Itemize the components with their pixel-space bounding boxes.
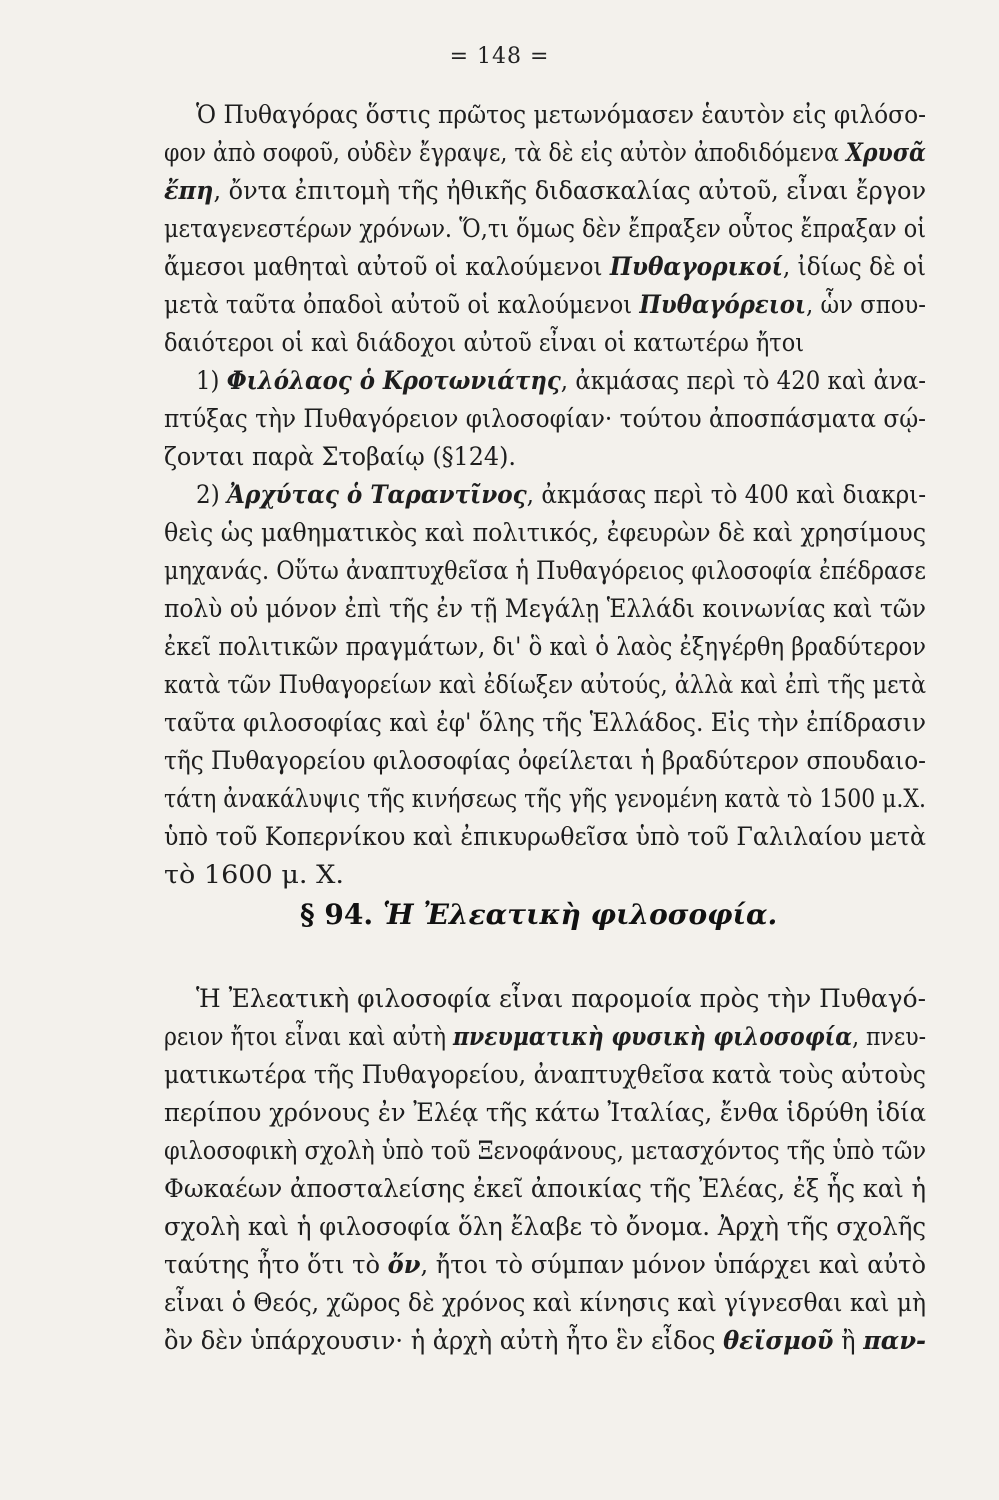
text-line: Φωκαέων ἀποσταλείσης ἐκεῖ ἀποικίας τῆς Ἐλέας, ἐξ ἧς καὶ ἡ <box>164 1174 926 1203</box>
text-line: περίπου χρόνους ἐν Ἐλέᾳ τῆς κάτω Ἰταλίας, ἔνθα ἱδρύθη ἰδία <box>164 1098 926 1127</box>
text-line: ὂν δὲν ὑπάρχουσιν· ἡ ἀρχὴ αὐτὴ ἦτο ἓν εἶδος θεϊσμοῦ ἢ παν- <box>164 1326 926 1355</box>
text-line: ἄμεσοι μαθηταὶ αὐτοῦ οἱ καλούμενοι Πυθαγορικοί, ἰδίως δὲ οἱ <box>164 252 926 281</box>
text-line: τὸ 1600 μ. Χ. <box>164 860 344 889</box>
text-line: ἐκεῖ πολιτικῶν πραγμάτων, δι' ὃ καὶ ὁ λαὸς ἐξηγέρθη βραδύτερον <box>164 632 926 661</box>
emphasis-text: Πυθαγόρειοι <box>639 290 806 319</box>
text-line: πτύξας τὴν Πυθαγόρειον φιλοσοφίαν· τούτου ἀποσπάσματα σῴ- <box>164 404 926 433</box>
text-line: μετὰ ταῦτα ὀπαδοὶ αὐτοῦ οἱ καλούμενοι Πυθαγόρειοι, ὧν σπου- <box>164 290 926 319</box>
text-line: ταῦτα φιλοσοφίας καὶ ἐφ' ὅλης τῆς Ἑλλάδος. Εἰς τὴν ἐπίδρασιν <box>164 708 926 737</box>
emphasis-text: Ἀρχύτας ὁ Ταραντῖνος <box>227 480 527 509</box>
text-line: σχολὴ καὶ ἡ φιλοσοφία ὅλη ἔλαβε τὸ ὄνομα. Ἀρχὴ τῆς σχολῆς <box>164 1212 926 1241</box>
emphasis-text: Χρυσᾶ <box>845 138 926 167</box>
page-number: = 148 = <box>449 44 550 69</box>
emphasis-text: ὄν <box>387 1250 421 1279</box>
section-number: § 94. <box>300 898 374 931</box>
emphasis-text: Πυθαγορικοί <box>609 252 783 281</box>
emphasis-text: ἔπη <box>164 176 214 205</box>
section-heading <box>300 898 777 931</box>
text-line: κατὰ τῶν Πυθαγορείων καὶ ἐδίωξεν αὐτούς, ἀλλὰ καὶ ἐπὶ τῆς μετὰ <box>164 670 926 699</box>
text-line: ματικωτέρα τῆς Πυθαγορείου, ἀναπτυχθεῖσα κατὰ τοὺς αὐτοὺς <box>164 1060 926 1089</box>
text-line: δαιότεροι οἱ καὶ διάδοχοι αὐτοῦ εἶναι οἱ κατωτέρω ἤτοι <box>164 328 804 357</box>
text-line: ἔπη, ὄντα ἐπιτομὴ τῆς ἠθικῆς διδασκαλίας αὐτοῦ, εἶναι ἔργον <box>164 176 926 205</box>
text-line: εἶναι ὁ Θεός, χῶρος δὲ χρόνος καὶ κίνησις καὶ γίγνεσθαι καὶ μὴ <box>164 1288 926 1317</box>
text-line: φον ἀπὸ σοφοῦ, οὐδὲν ἔγραψε, τὰ δὲ εἰς αὐτὸν ἀποδιδόμενα Χρυσᾶ <box>164 138 926 167</box>
emphasis-text: πνευματικὴ φυσικὴ φιλοσοφία <box>452 1022 853 1051</box>
text-line: φιλοσοφικὴ σχολὴ ὑπὸ τοῦ Ξενοφάνους, μετασχόντος τῆς ὑπὸ τῶν <box>164 1136 926 1165</box>
text-line: Ὁ Πυθαγόρας ὅστις πρῶτος μετωνόμασεν ἑαυτὸν εἰς φιλόσο- <box>196 100 926 129</box>
text-line: μεταγενεστέρων χρόνων. Ὅ,τι ὅμως δὲν ἔπραξεν οὗτος ἔπραξαν οἱ <box>164 214 926 243</box>
text-line: πολὺ οὐ μόνον ἐπὶ τῆς ἐν τῇ Μεγάλῃ Ἑλλάδι κοινωνίας καὶ τῶν <box>164 594 926 623</box>
text-line: ὑπὸ τοῦ Κοπερνίκου καὶ ἐπικυρωθεῖσα ὑπὸ τοῦ Γαλιλαίου μετὰ <box>164 822 926 851</box>
emphasis-text: παν- <box>863 1326 926 1355</box>
text-line: 1) Φιλόλαος ὁ Κροτωνιάτης, ἀκμάσας περὶ τὸ 420 καὶ ἀνα- <box>196 366 926 395</box>
text-line: 2) Ἀρχύτας ὁ Ταραντῖνος, ἀκμάσας περὶ τὸ 400 καὶ διακρι- <box>196 480 926 509</box>
text-line: ταύτης ἦτο ὅτι τὸ ὄν, ἤτοι τὸ σύμπαν μόνον ὑπάρχει καὶ αὐτὸ <box>164 1250 926 1279</box>
text-line: Ἡ Ἐλεατικὴ φιλοσοφία εἶναι παρομοία πρὸς τὴν Πυθαγό- <box>196 984 926 1013</box>
text-line: ζονται παρὰ Στοβαίῳ (§124). <box>164 442 516 471</box>
section-title: Ἡ Ἐλεατικὴ φιλοσοφία. <box>382 898 778 931</box>
text-line: θεὶς ὡς μαθηματικὸς καὶ πολιτικός, ἐφευρὼν δὲ καὶ χρησίμους <box>164 518 926 547</box>
text-line: τῆς Πυθαγορείου φιλοσοφίας ὀφείλεται ἡ βραδύτερον σπουδαιο- <box>164 746 926 775</box>
text-line: τάτη ἀνακάλυψις τῆς κινήσεως τῆς γῆς γενομένη κατὰ τὸ 1500 μ.Χ. <box>164 784 926 813</box>
text-line: μηχανάς. Οὕτω ἀναπτυχθεῖσα ἡ Πυθαγόρειος φιλοσοφία ἐπέδρασε <box>164 556 926 585</box>
emphasis-text: θεϊσμοῦ <box>723 1326 834 1355</box>
emphasis-text: Φιλόλαος ὁ Κροτωνιάτης <box>226 366 561 395</box>
text-line: ρειον ἤτοι εἶναι καὶ αὐτὴ πνευματικὴ φυσικὴ φιλοσοφία, πνευ- <box>164 1022 926 1051</box>
